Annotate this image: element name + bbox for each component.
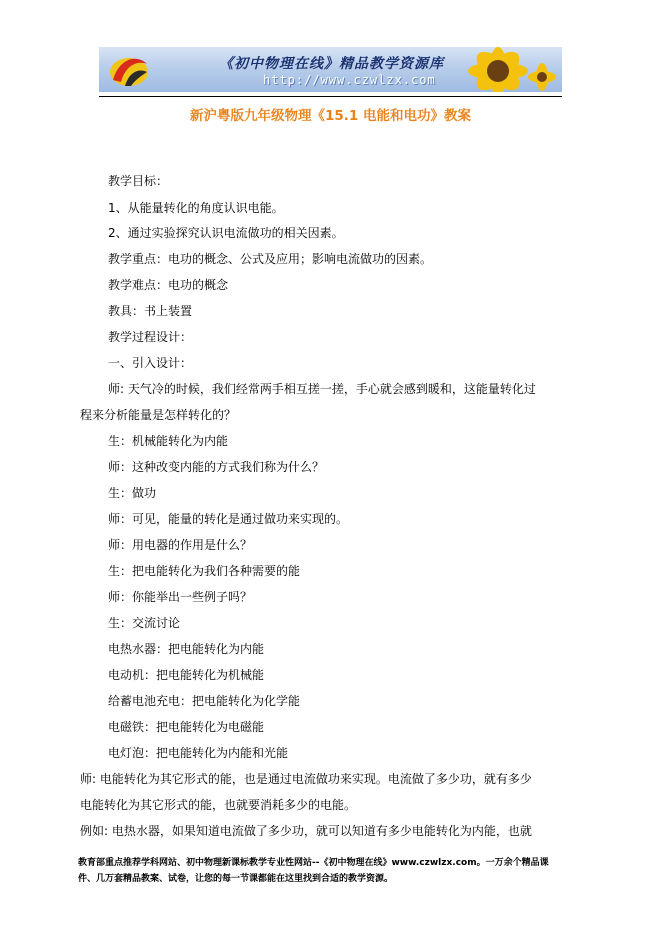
banner-title: 《初中物理在线》精品教学资源库 [219,56,444,72]
paragraph: 电灯泡：把电能转化为内能和光能 [108,746,289,760]
paragraph: 教学重点：电功的概念、公式及应用；影响电流做功的因素。 [108,252,433,266]
paragraph: 教学过程设计： [108,330,193,344]
paragraph: 师：用电器的作用是什么？ [108,538,253,552]
paragraph: 电能转化为其它形式的能，也就要消耗多少的电能。 [80,798,357,812]
paragraph: 电磁铁：把电能转化为电磁能 [108,720,265,734]
banner-url[interactable]: http://www.czwlzx.com [263,73,436,87]
footer-line-1: 教育部重点推荐学科网站、初中物理新课标教学专业性网站--《初中物理在线》www.czwlzx.com。一万余个精品课 [78,858,549,868]
paragraph: 生：交流讨论 [108,616,181,630]
document-title: 新沪粤版九年级物理《15.1 电能和电功》教案 [189,108,471,124]
paragraph: 1、从能量转化的角度认识电能。 [108,201,284,215]
sunflower-icon [438,47,558,92]
paragraph: 例如: 电热水器，如果知道电流做了多少功，就可以知道有多少电能转化为内能，也就 [80,824,532,838]
footer-line-2: 件、几万套精品教案、试卷，让您的每一节课都能在这里找到合适的教学资源。 [78,874,394,884]
paragraph: 师: 天气冷的时候，我们经常两手相互搓一搓，手心就会感到暖和，这能量转化过 [108,382,536,396]
paragraph: 师：你能举出一些例子吗？ [108,590,253,604]
paragraph: 生：做功 [108,486,157,500]
paragraph: 教学难点：电功的概念 [108,278,229,292]
site-logo-icon [107,50,151,89]
paragraph: 一、引入设计： [108,356,193,370]
paragraph: 程来分析能量是怎样转化的？ [80,408,237,422]
paragraph: 师：这种改变内能的方式我们称为什么？ [108,460,325,474]
paragraph: 教学目标： [108,174,169,188]
paragraph: 2、通过实验探究认识电流做功的相关因素。 [108,226,344,240]
paragraph: 电动机：把电能转化为机械能 [108,668,265,682]
paragraph: 教具：书上装置 [108,304,193,318]
paragraph: 电热水器：把电能转化为内能 [108,642,265,656]
header-banner [99,47,562,92]
page-footer [78,855,598,887]
header-divider [99,96,562,97]
paragraph: 师：可见，能量的转化是通过做功来实现的。 [108,512,349,526]
paragraph: 师: 电能转化为其它形式的能，也是通过电流做功来实现。电流做了多少功，就有多少 [80,772,532,786]
paragraph: 生：机械能转化为内能 [108,434,229,448]
paragraph: 生：把电能转化为我们各种需要的能 [108,564,301,578]
paragraph: 给蓄电池充电：把电能转化为化学能 [108,694,301,708]
